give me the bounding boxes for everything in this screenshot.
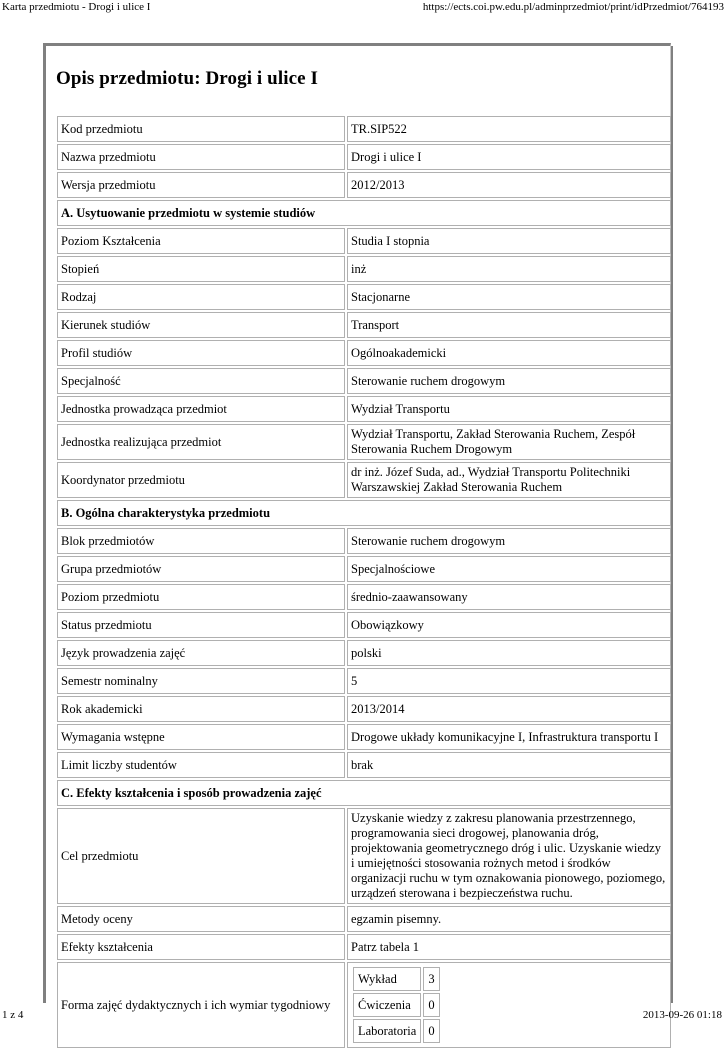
- row-value: średnio-zaawansowany: [347, 584, 671, 610]
- print-datetime: 2013-09-26 01:18: [642, 1009, 722, 1021]
- row-value: Wydział Transportu, Zakład Sterowania Ruchem, Zespół Sterowania Ruchem Drogowym: [347, 424, 671, 460]
- row-label: Wymagania wstępne: [57, 724, 345, 750]
- table-row: [57, 612, 671, 638]
- page-count: 1 z 4: [2, 1009, 24, 1021]
- row-value: Stacjonarne: [347, 284, 671, 310]
- row-label: Specjalność: [57, 368, 345, 394]
- row-label: Jednostka prowadząca przedmiot: [57, 396, 345, 422]
- row-value: Sterowanie ruchem drogowym: [347, 528, 671, 554]
- row-value: polski: [347, 640, 671, 666]
- document-title: Opis przedmiotu: Drogi i ulice I: [56, 68, 318, 89]
- row-value: TR.SIP522: [347, 116, 671, 142]
- row-label: Poziom przedmiotu: [57, 584, 345, 610]
- row-value: Wydział Transportu: [347, 396, 671, 422]
- table-row: [57, 752, 671, 778]
- table-row: [57, 172, 671, 198]
- row-value: brak: [347, 752, 671, 778]
- table-row: [57, 668, 671, 694]
- forma-hours: 0: [423, 1019, 439, 1043]
- row-label: Rodzaj: [57, 284, 345, 310]
- section-c-heading: C. Efekty kształcenia i sposób prowadzenia zajęć: [57, 780, 671, 806]
- row-label: Metody oceny: [57, 906, 345, 932]
- row-value: 2013/2014: [347, 696, 671, 722]
- table-row: [57, 368, 671, 394]
- forma-name: Wykład: [353, 967, 421, 991]
- row-label: Cel przedmiotu: [57, 808, 345, 904]
- row-value: inż: [347, 256, 671, 282]
- row-value: Drogowe układy komunikacyjne I, Infrastruktura transportu I: [347, 724, 671, 750]
- row-value: Uzyskanie wiedzy z zakresu planowania przestrzennego, programowania sieci drogowej, planowania dróg, projektowania geometrycznego dróg i ulic. Uzyskanie wiedzy i umiejętności stosowania rożnych metod i środków organizacji ruchu w tym oznakowania pionowego, poziomego, urządzeń sterowana i bezpieczeństwa ruchu.: [347, 808, 671, 904]
- table-row: [57, 462, 671, 498]
- table-row: [57, 556, 671, 582]
- table-row: [57, 340, 671, 366]
- forma-hours: 0: [423, 993, 439, 1017]
- table-row: [57, 144, 671, 170]
- row-value: Ogólnoakademicki: [347, 340, 671, 366]
- table-row: [57, 962, 671, 1048]
- table-row: [57, 256, 671, 282]
- table-row: [57, 312, 671, 338]
- row-label: Semestr nominalny: [57, 668, 345, 694]
- row-value: 5: [347, 668, 671, 694]
- table-row: [57, 528, 671, 554]
- course-table: [55, 114, 673, 1050]
- page-title-header: Karta przedmiotu - Drogi i ulice I: [2, 1, 151, 13]
- table-row: [57, 808, 671, 904]
- row-label: Blok przedmiotów: [57, 528, 345, 554]
- row-label: Grupa przedmiotów: [57, 556, 345, 582]
- row-label: Rok akademicki: [57, 696, 345, 722]
- section-a-heading: A. Usytuowanie przedmiotu w systemie studiów: [57, 200, 671, 226]
- table-row: [57, 640, 671, 666]
- row-label: Profil studiów: [57, 340, 345, 366]
- section-b-heading: B. Ogólna charakterystyka przedmiotu: [57, 500, 671, 526]
- row-label: Koordynator przedmiotu: [57, 462, 345, 498]
- row-value: Drogi i ulice I: [347, 144, 671, 170]
- row-value: Patrz tabela 1: [347, 934, 671, 960]
- row-value: [347, 962, 671, 1048]
- table-row: [57, 906, 671, 932]
- row-label: Nazwa przedmiotu: [57, 144, 345, 170]
- print-footer: [0, 1008, 724, 1024]
- document-frame: [43, 43, 671, 1038]
- table-row: [57, 584, 671, 610]
- forma-name: Ćwiczenia: [353, 993, 421, 1017]
- table-row: [57, 724, 671, 750]
- forma-row: [353, 967, 440, 991]
- row-value: dr inż. Józef Suda, ad., Wydział Transportu Politechniki Warszawskiej Zakład Sterowania Ruchem: [347, 462, 671, 498]
- table-row: [57, 228, 671, 254]
- table-row: [57, 424, 671, 460]
- table-row: [57, 934, 671, 960]
- forma-hours: 3: [423, 967, 439, 991]
- row-label: Stopień: [57, 256, 345, 282]
- table-row: [57, 284, 671, 310]
- row-value: Sterowanie ruchem drogowym: [347, 368, 671, 394]
- row-label: Status przedmiotu: [57, 612, 345, 638]
- forma-zajec-table: [351, 965, 442, 1045]
- row-value: 2012/2013: [347, 172, 671, 198]
- row-label: Wersja przedmiotu: [57, 172, 345, 198]
- row-label: Kierunek studiów: [57, 312, 345, 338]
- section-header-row: [57, 780, 671, 806]
- row-value: Obowiązkowy: [347, 612, 671, 638]
- row-label: Efekty kształcenia: [57, 934, 345, 960]
- table-row: [57, 116, 671, 142]
- row-label: Forma zajęć dydaktycznych i ich wymiar tygodniowy: [57, 962, 345, 1048]
- row-value: egzamin pisemny.: [347, 906, 671, 932]
- row-value: Specjalnościowe: [347, 556, 671, 582]
- row-value: Studia I stopnia: [347, 228, 671, 254]
- table-row: [57, 396, 671, 422]
- forma-name: Laboratoria: [353, 1019, 421, 1043]
- row-label: Limit liczby studentów: [57, 752, 345, 778]
- row-label: Poziom Kształcenia: [57, 228, 345, 254]
- table-row: [57, 696, 671, 722]
- row-label: Jednostka realizująca przedmiot: [57, 424, 345, 460]
- section-header-row: [57, 200, 671, 226]
- page-url[interactable]: https://ects.coi.pw.edu.pl/adminprzedmiot/print/idPrzedmiot/764193: [422, 1, 724, 13]
- row-value: Transport: [347, 312, 671, 338]
- print-header: [0, 0, 724, 16]
- row-label: Kod przedmiotu: [57, 116, 345, 142]
- row-label: Język prowadzenia zajęć: [57, 640, 345, 666]
- section-header-row: [57, 500, 671, 526]
